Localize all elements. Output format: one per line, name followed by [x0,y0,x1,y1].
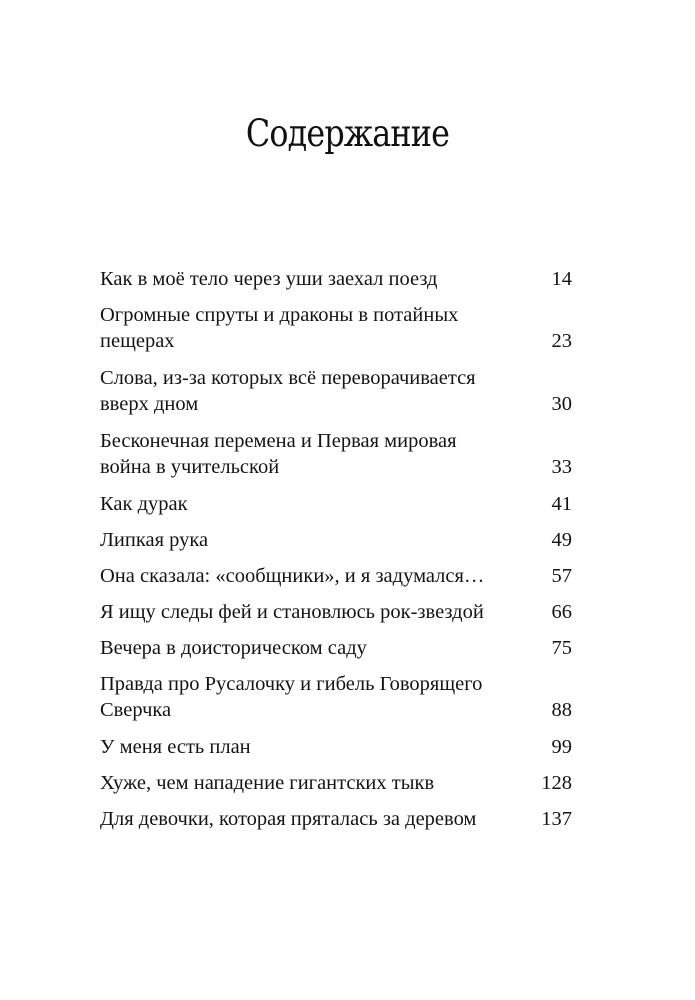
toc-entry[interactable] [100,266,572,292]
toc-entry-page: 137 [541,808,572,830]
toc-entry-page: 88 [551,699,572,721]
toc-entry-title: Огромные спруты и драконы в потайных пещерах [100,304,459,352]
toc-entry[interactable] [100,491,572,517]
toc-entry[interactable] [100,563,572,589]
toc-entry-page: 33 [551,456,572,478]
toc-entry-title: Вечера в доисторическом саду [100,637,367,659]
toc-entry[interactable] [100,671,572,723]
toc-entry-title: Липкая рука [100,529,209,551]
table-of-contents [100,266,572,842]
toc-entry[interactable] [100,734,572,760]
toc-entry-title: Для девочки, которая пряталась за деревом [100,808,477,830]
toc-entry[interactable] [100,806,572,832]
toc-entry[interactable] [100,365,572,417]
toc-entry-page: 75 [551,637,572,659]
toc-entry-page: 99 [551,736,572,758]
toc-entry-page: 57 [551,565,572,587]
toc-entry-title: Хуже, чем нападение гигантских тыкв [100,772,435,794]
toc-entry-title: Правда про Русалочку и гибель Говорящего Сверчка [100,673,483,721]
page-title: Содержание [245,112,450,155]
toc-entry-title: Как дурак [100,493,188,515]
toc-entry-page: 30 [551,393,572,415]
toc-entry[interactable] [100,599,572,625]
toc-entry-title: Слова, из-за которых всё переворачивается вверх дном [100,367,476,415]
toc-entry-title: Она сказала: «сообщники», и я задумался… [100,565,485,587]
toc-entry[interactable] [100,635,572,661]
toc-entry-title: Как в моё тело через уши заехал поезд [100,268,438,290]
toc-entry[interactable] [100,428,572,480]
toc-entry-page: 41 [551,493,572,515]
toc-entry-page: 128 [541,772,572,794]
toc-entry-page: 14 [551,268,572,290]
toc-entry-page: 66 [551,601,572,623]
toc-entry[interactable] [100,302,572,354]
toc-entry-page: 49 [551,529,572,551]
toc-entry-title: Я ищу следы фей и становлюсь рок-звездой [100,601,484,623]
toc-entry-title: Бесконечная перемена и Первая мировая война в учительской [100,430,457,478]
toc-entry-title: У меня есть план [100,736,251,758]
toc-entry[interactable] [100,770,572,796]
toc-entry-page: 23 [551,330,572,352]
toc-entry[interactable] [100,527,572,553]
